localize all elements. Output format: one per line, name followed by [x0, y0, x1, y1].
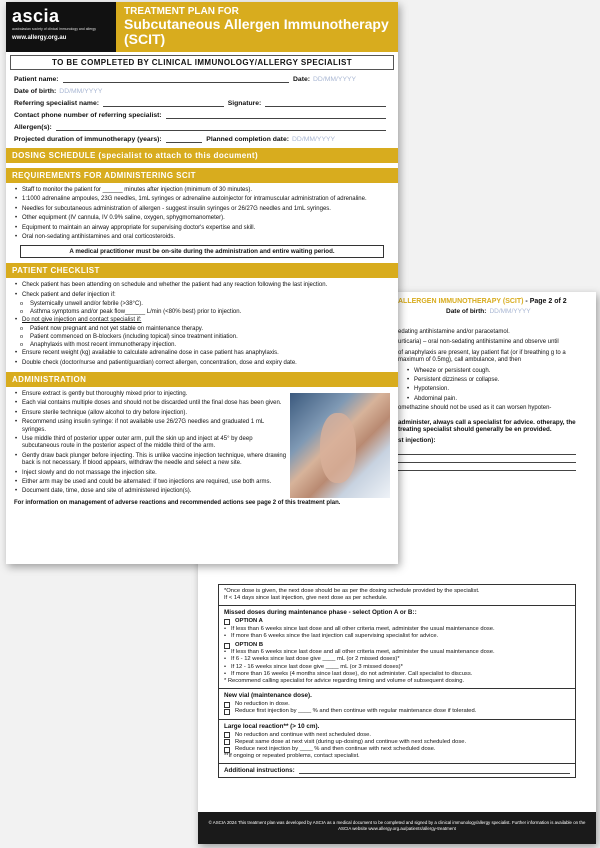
- administration-band: ADMINISTRATION: [6, 372, 398, 387]
- page2-footer: © ASCIA 2024 This treatment plan was developed by ASCIA as a medical document to be completed and signed by a clinical immunology/allergy specialist. Further information is available on the ASCIA website www.allergy.org.au/patients/allergy-treatment: [198, 812, 596, 844]
- option-a-checkbox[interactable]: [224, 619, 230, 625]
- date-field[interactable]: DD/MM/YYYY: [313, 76, 357, 83]
- requirements-list: • Staff to monitor the patient for ______ minutes after injection (minimum of 30 minutes). • 1:1000 adrenaline ampoules, 23G needles, 1mL syringes or adrenaline autoinjector for intramuscular administration of adrenaline. • Needles for subcutaneous administration of allergen - suggest insulin syringes or 26/27G needles and 1mL syringes. • Other equipment (IV cannula, IV 0.9% saline, oxygen, sphygmomanometer). • Equipment to maintain an airway appropriate for supervising doctor's expertise and skill. • Oral non-sedating antihistamines and oral corticosteroids.: [6, 187, 398, 241]
- dose-adjustment-table: *Once dose is given, the next dose should be as per the dosing schedule provided by the specialist. If < 14 days since last injection, give next dose as per schedule. Missed doses during maintenance phase - select Option A or B:: OPTION A • If less than 6 weeks since last dose and all other criteria meet, administer the usual maintenance dose. • If more than 6 weeks since the last injection call supervising specialist for advice. OPTION B • If less than 6 weeks since last dose and all other criteria meet, administer the usual maintenance dose. • If 6 - 12 weeks since last dose give ____ mL (or 2 missed doses)* • If 12 - 16 weeks since last dose give ____ mL (or 3 missed doses)* • If more than 16 weeks (4 months since last dose), do not administer. Call specialist to discuss. * Recommend calling specialist for advice regarding timing and volume of subsequent dosing. New vial (maintenance dose). No reduction in dose. Reduce first injection by ____ % and then continue with regular maintenance dose if tolerated. Large local reaction** (> 10 cm). No reduction and continue with next scheduled dose. Repeat same dose at next visit (during up-dosing) and continue with next scheduled dose. Reduce next injection by ____ % and then continue with next scheduled dose. **If ongoing or repeated problems, contact specialist. Additional instructions:: [218, 584, 576, 778]
- promethazine-note: omethazine should not be used as it can worsen hypoten-: [398, 405, 552, 412]
- page2-line: edating antihistamine and/or paracetamol.: [398, 329, 510, 335]
- local-reduce-checkbox[interactable]: [224, 747, 230, 753]
- local-repeat-checkbox[interactable]: [224, 739, 230, 745]
- specialist-note: administer, always call a specialist for advice. otherapy, the treating specialist should generally be en provided.: [398, 418, 576, 434]
- last-injection-label: st injection):: [398, 436, 436, 444]
- dob-field[interactable]: DD/MM/YYYY: [59, 88, 103, 95]
- patient-form: Patient name: Date: DD/MM/YYYY Date of birth: DD/MM/YYYY Referring specialist name: Signature: Contact phone number of referring specialist: Allergen(s): Projected duration of immunotherapy (years): Planned completion date: DD/MM/YYYY: [6, 70, 398, 143]
- dosing-schedule-band: DOSING SCHEDULE (specialist to attach to this document): [6, 148, 398, 163]
- completion-date-field[interactable]: DD/MM/YYYY: [292, 136, 336, 143]
- practitioner-note: A medical practitioner must be on-site during the administration and entire waiting period.: [20, 245, 384, 258]
- requirements-band: REQUIREMENTS FOR ADMINISTERING SCIT: [6, 168, 398, 183]
- signature-field[interactable]: [265, 100, 386, 107]
- page-header: [6, 2, 398, 52]
- no-reduction-checkbox[interactable]: [224, 702, 230, 708]
- patient-checklist: • Check patient has been attending on schedule and whether the patient had any reaction following the last injection. • Check patient and defer injection if:: [6, 282, 398, 299]
- allergens-field[interactable]: [56, 124, 386, 131]
- option-b-checkbox[interactable]: [224, 643, 230, 649]
- page-title: Subcutaneous Allergen Immunotherapy (SCIT): [124, 16, 389, 47]
- referring-specialist-field[interactable]: [103, 100, 224, 107]
- ascia-logo: ascia australasian society of clinical immunology and allergy www.allergy.org.au: [6, 2, 116, 52]
- adverse-reaction-note: For information on management of adverse reactions and recommended actions see page 2 of this treatment plan.: [14, 500, 341, 506]
- page2-line: urticaria) – oral non-sedating antihistamine and observe until: [398, 339, 559, 346]
- additional-instructions-field[interactable]: [299, 767, 570, 774]
- header-kicker: TREATMENT PLAN FOR: [124, 6, 239, 17]
- treatment-plan-page-1: ascia australasian society of clinical immunology and allergy www.allergy.org.au TREATMENT PLAN FOR Subcutaneous Allergen Immunotherapy (SCIT) TO BE COMPLETED BY CLINICAL IMMUNOLOGY/ALLERGY SPECIALIST Patient name: Date: DD/MM/YYYY Date of birth: DD/MM/YYYY Referring specialist name: Signature: Contact phone number of referring specialist: Allergen(s): Projected duration of immunotherapy (years): Planned completion date: DD/MM/YYYY DOSING SCHEDULE (specialist to attach to this document) REQUIREMENTS FOR ADMINISTERING SCIT • Staff to monitor the patient for ______ minutes after injection (minimum of 30 minutes). • 1:1000 adrenaline ampoules, 23G needles, 1mL syringes or adrenaline autoinjector for intramuscular administration of adrenaline. • Needles for subcutaneous administration of allergen - suggest insulin syringes or 26/27G needles and 1mL syringes. • Other equipment (IV cannula, IV 0.9% saline, oxygen, sphygmomanometer). • Equipment to maintain an airway appropriate for supervising doctor's expertise and skill. • Oral non-sedating antihistamines and oral corticosteroids. A medical practitioner must be on-site during the administration and entire waiting period. PATIENT CHECKLIST • Check patient has been attending on schedule and whether the patient had any reaction following the last injection. • Check patient and defer injection if: o Systemically unwell and/or febrile (>38°C). o Asthma symptoms and/or peak flow______ L/min (<80% best) prior to injection. • Do not give injection and contact specialist if: o Patient now pregnant and not yet stable on maintenance therapy. o Patient commenced on B-blockers (including topical) since treatment initiation. o Anaphylaxis with most recent immunotherapy injection. • Ensure recent weight (kg) available to calculate adrenaline dose in case patient has anaphylaxis. • Double check (doctor/nurse and patient/guardian) correct allergen, concentration, dose and expiry date. ADMINISTRATION • Ensure extract is gently but thoroughly mixed prior to injecting. • Each vial contains multiple doses and should not be discarded until the final dose has been given. • Ensure sterile technique (allow alcohol to dry before injection). • Recommend using insulin syringe: if not available use 26/27G needles and graduated 1 mL syringes. • Use middle third of posterior upper outer arm, pull the skin up and inject at 45° by deep subcutaneous route in the posterior aspect of the middle third of the arm. • Gently draw back plunger before injecting. This is unlike vaccine injection technique, where drawing back is not necessary. If blood appears, withdraw the needle and select a new site. • Inject slowly and do not massage the injection site. • Either arm may be used and could be alternated: if two injections are required, use both arms. • Document date, time, dose and site of administered injection(s). For information on management of adverse reactions and recommended actions see page 2 of this treatment plan.: [6, 2, 398, 564]
- administration-list: • Ensure extract is gently but thoroughly mixed prior to injecting. • Each vial contains multiple doses and should not be discarded until the final dose has been given. • Ensure sterile technique (allow alcohol to dry before injection). • Recommend using insulin syringe: if not available use 26/27G needles and graduated 1 mL syringes. • Use middle third of posterior upper outer arm, pull the skin up and inject at 45° by deep subcutaneous route in the posterior aspect of the middle third of the arm. • Gently draw back plunger before injecting. This is unlike vaccine injection technique, where drawing back is not necessary. If blood appears, withdraw the needle and select a new site. • Inject slowly and do not massage the injection site. • Either arm may be used and could be alternated: if two injections are required, use both arms. • Document date, time, dose and site of administered injection(s).: [6, 391, 290, 498]
- local-no-reduction-checkbox[interactable]: [224, 732, 230, 738]
- reduce-first-checkbox[interactable]: [224, 709, 230, 715]
- page2-dob: Date of birth: DD/MM/YYYY: [446, 308, 531, 315]
- patient-checklist-band: PATIENT CHECKLIST: [6, 263, 398, 278]
- patient-name-field[interactable]: [63, 76, 289, 83]
- completed-by-banner: TO BE COMPLETED BY CLINICAL IMMUNOLOGY/ALLERGY SPECIALIST: [10, 55, 394, 70]
- page2-title: ALLERGEN IMMUNOTHERAPY (SCIT) - Page 2 of 2: [398, 298, 567, 305]
- symptom-list: • Wheeze or persistent cough. • Persistent dizziness or collapse. • Hypotension. • Abdominal pain.: [406, 368, 596, 406]
- contact-phone-field[interactable]: [166, 112, 386, 119]
- page2-line: of anaphylaxis are present, lay patient flat (or if breathing g to a maximum of 0.5mg), call ambulance, and then: [398, 349, 566, 364]
- duration-field[interactable]: [166, 136, 203, 143]
- arm-injection-photo: [290, 393, 390, 498]
